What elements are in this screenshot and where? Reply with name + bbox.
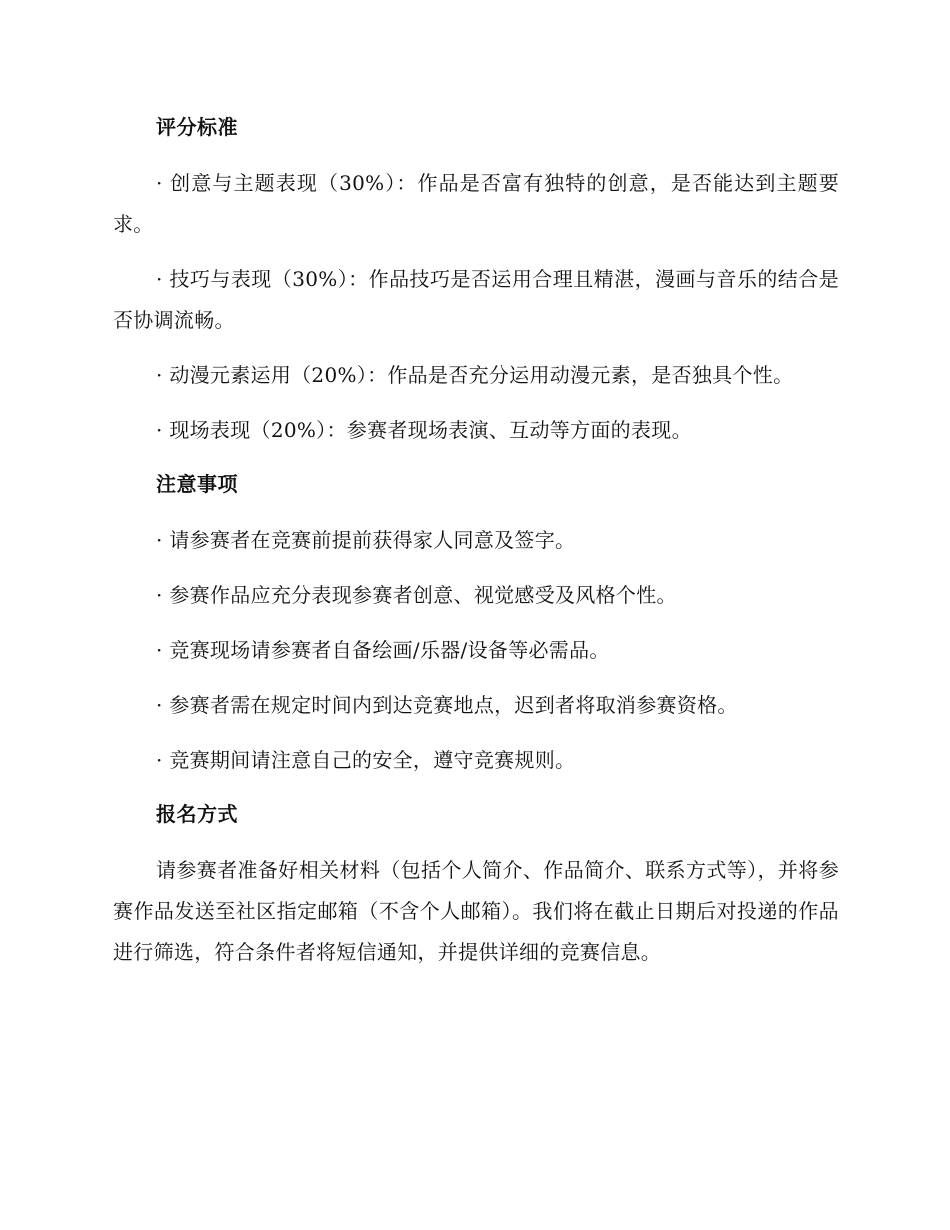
section-heading: 报名方式	[156, 802, 238, 826]
bullet-paragraph: · 创意与主题表现（30%）：作品是否富有独特的创意，是否能达到主题要求。	[113, 171, 839, 236]
section-heading: 注意事项	[156, 472, 238, 496]
bullet-paragraph: · 动漫元素运用（20%）：作品是否充分运用动漫元素，是否独具个性。	[156, 363, 794, 387]
bullet-paragraph: · 现场表现（20%）：参赛者现场表演、互动等方面的表现。	[156, 418, 692, 442]
section-scoring-criteria	[113, 108, 839, 451]
bullet-paragraph: · 技巧与表现（30%）：作品技巧是否运用合理且精湛，漫画与音乐的结合是否协调流畅。	[113, 267, 839, 332]
document-body	[113, 108, 839, 987]
section-notes	[113, 465, 839, 781]
bullet-paragraph: · 请参赛者在竞赛前提前获得家人同意及签字。	[156, 528, 576, 552]
bullet-paragraph: · 竞赛现场请参赛者自备绘画/乐器/设备等必需品。	[156, 638, 610, 662]
section-heading: 评分标准	[156, 115, 238, 139]
bullet-paragraph: · 竞赛期间请注意自己的安全，遵守竞赛规则。	[156, 748, 576, 772]
section-registration	[113, 795, 839, 973]
bullet-paragraph: · 参赛者需在规定时间内到达竞赛地点，迟到者将取消参赛资格。	[156, 693, 738, 717]
bullet-paragraph: · 参赛作品应充分表现参赛者创意、视觉感受及风格个性。	[156, 583, 677, 607]
body-paragraph: 请参赛者准备好相关材料（包括个人简介、作品简介、联系方式等），并将参赛作品发送至社区指定邮箱（不含个人邮箱）。我们将在截止日期后对投递的作品进行筛选，符合条件者将短信通知，并提供详细的竞赛信息。	[113, 858, 839, 964]
